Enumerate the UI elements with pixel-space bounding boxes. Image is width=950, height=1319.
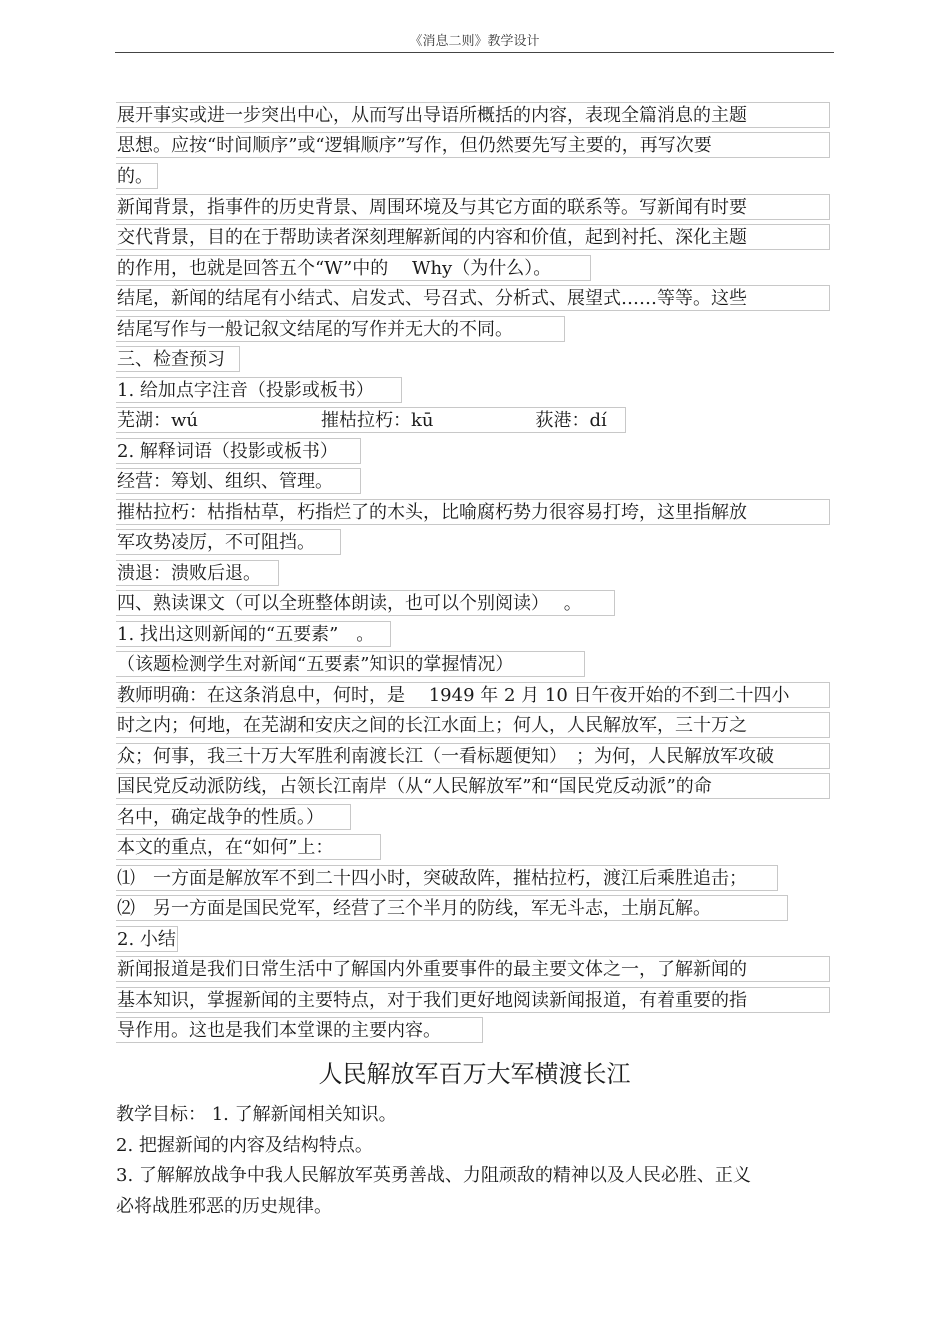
body-line: ⑴ 一方面是解放军不到二十四小时，突破敌阵，摧枯拉朽，渡江后乘胜追击； [116, 865, 778, 891]
body-line: 的。 [116, 163, 158, 189]
body-line: 结尾写作与一般记叙文结尾的写作并无大的不同。 [116, 316, 565, 342]
pinyin-item-2: 摧枯拉朽： [321, 410, 411, 431]
pinyin-item-1: 芜湖： [117, 410, 171, 431]
body-line: 摧枯拉朽：枯指枯草，朽指烂了的木头，比喻腐朽势力很容易打垮，这里指解放 [116, 499, 830, 525]
body-line: 溃退：溃败后退。 [116, 560, 279, 586]
body-line: 基本知识，掌握新闻的主要特点，对于我们更好地阅读新闻报道，有着重要的指 [116, 987, 830, 1013]
body-line: 教师明确：在这条消息中，何时，是 1949 年 2 月 10 日午夜开始的不到二十四小 [116, 682, 830, 708]
body-line: 结尾，新闻的结尾有小结式、启发式、号召式、分析式、展望式……等等。这些 [116, 285, 830, 311]
header-rule [115, 52, 834, 53]
goal-line: 3. 了解解放战争中我人民解放军英勇善战、力阻顽敌的精神以及人民必胜、正义 [116, 1165, 751, 1186]
goal-line: 2. 把握新闻的内容及结构特点。 [116, 1135, 373, 1156]
body-line: 1. 给加点字注音（投影或板书） [116, 377, 402, 403]
body-line: 军攻势凌厉，不可阻挡。 [116, 529, 341, 555]
body-line: 时之内；何地，在芜湖和安庆之间的长江水面上；何人，人民解放军，三十万之 [116, 712, 830, 738]
goal-line: 必将战胜邪恶的历史规律。 [116, 1196, 332, 1217]
pinyin-item-1-reading: wú [171, 410, 198, 431]
body-line: 展开事实或进一步突出中心，从而写出导语所概括的内容，表现全篇消息的主题 [116, 102, 830, 128]
body-line: 众；何事，我三十万大军胜利南渡长江（一看标题便知） ；为何，人民解放军攻破 [116, 743, 830, 769]
body-line: 新闻报道是我们日常生活中了解国内外重要事件的最主要文体之一，了解新闻的 [116, 956, 830, 982]
body-line: 名中，确定战争的性质。） [116, 804, 351, 830]
pinyin-item-3: 荻港： [535, 410, 590, 431]
body-line: 2. 解释词语（投影或板书） [116, 438, 361, 464]
body-line: 思想。应按“时间顺序”或“逻辑顺序”写作，但仍然要先写主要的，再写次要 [116, 132, 830, 158]
body-line: 的作用，也就是回答五个“W”中的 Why（为什么）。 [116, 255, 591, 281]
body-line: 新闻背景，指事件的历史背景、周围环境及与其它方面的联系等。写新闻有时要 [116, 194, 830, 220]
page-header: 《消息二则》教学设计 [409, 34, 540, 49]
section-heading: 四、熟读课文（可以全班整体朗读，也可以个别阅读） 。 [116, 590, 615, 616]
section-title: 人民解放军百万大军横渡长江 [318, 1060, 631, 1088]
pinyin-item-2-reading: kū [411, 410, 434, 431]
body-line: 1. 找出这则新闻的“五要素” 。 [116, 621, 391, 647]
body-line: （该题检测学生对新闻“五要素”知识的掌握情况） [116, 651, 585, 677]
body-line: 2. 小结 [116, 926, 178, 952]
body-line: 导作用。这也是我们本堂课的主要内容。 [116, 1017, 483, 1043]
body-line: ⑵ 另一方面是国民党军，经营了三个半月的防线，军无斗志，土崩瓦解。 [116, 895, 788, 921]
goal-line: 教学目标： 1. 了解新闻相关知识。 [116, 1104, 397, 1125]
body-line: 交代背景，目的在于帮助读者深刻理解新闻的内容和价值，起到衬托、深化主题 [116, 224, 830, 250]
pinyin-row [116, 407, 626, 433]
body-line: 国民党反动派防线，占领长江南岸（从“人民解放军”和“国民党反动派”的命 [116, 773, 830, 799]
section-heading: 三、检查预习 [116, 346, 240, 372]
body-line: 经营：筹划、组织、管理。 [116, 468, 361, 494]
body-line: 本文的重点，在“如何”上： [116, 834, 381, 860]
pinyin-item-3-reading: dí [589, 410, 607, 431]
